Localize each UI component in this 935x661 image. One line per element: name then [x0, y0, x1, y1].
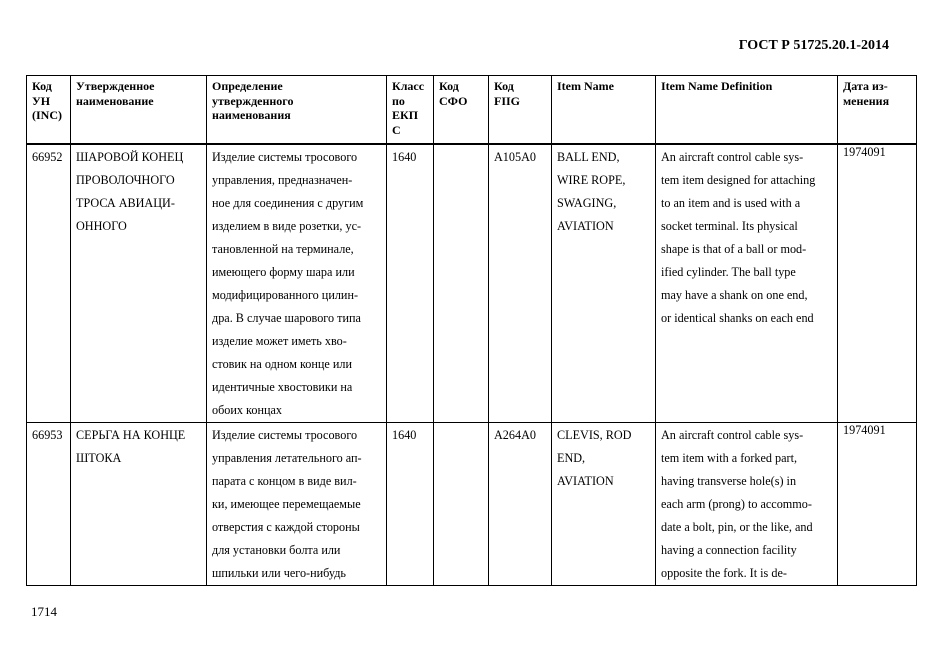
text-line: для установки болта или	[212, 543, 341, 557]
cell-item-name	[552, 423, 656, 586]
text-line: having a connection facility	[661, 543, 797, 557]
text-line: AVIATION	[557, 474, 614, 488]
text-line: FIIG	[494, 93, 521, 108]
text-line: СФО	[439, 93, 468, 108]
text-line: утвержденного	[212, 93, 294, 108]
text-line: парата с концом в виде вил-	[212, 474, 357, 488]
text-line: having transverse hole(s) in	[661, 474, 797, 488]
text-line: Изделие системы тросового	[212, 150, 358, 164]
col-header-name-ru	[71, 76, 207, 145]
text-line: по	[392, 93, 405, 108]
text-line: Определение	[212, 79, 283, 93]
text-line: may have a shank on one end,	[661, 288, 808, 302]
text-line: ки, имеющее перемещаемые	[212, 497, 361, 511]
col-header-item-definition	[656, 76, 838, 145]
text-line: date a bolt, pin, or the like, and	[661, 520, 813, 534]
text-line: модифицированного цилин-	[212, 288, 359, 302]
cell-item-name	[552, 144, 656, 423]
text-line: Item Name Definition	[661, 79, 773, 93]
text-line: Изделие системы тросового	[212, 428, 358, 442]
text-line: изделие может иметь хво-	[212, 334, 347, 348]
cell-sfo	[434, 423, 489, 586]
text-line: УН	[32, 93, 51, 108]
cell-definition-ru	[207, 144, 387, 423]
text-line: END,	[557, 451, 586, 465]
table-header-row	[27, 76, 917, 145]
text-line: тановленной на терминале,	[212, 242, 354, 256]
text-line: tem item with a forked part,	[661, 451, 798, 465]
text-line: shape is that of a ball or mod-	[661, 242, 807, 256]
text-line: Item Name	[557, 79, 614, 93]
text-line: наименования	[212, 108, 291, 122]
cell-name-ru	[71, 144, 207, 423]
catalog-table	[26, 75, 917, 586]
text-line: ШТОКА	[76, 451, 122, 465]
col-header-class	[387, 76, 434, 145]
col-header-fiig	[489, 76, 552, 145]
text-line: AVIATION	[557, 219, 614, 233]
cell-class: 1640	[387, 423, 434, 586]
text-line: An aircraft control cable sys-	[661, 428, 804, 442]
text-line: ТРОСА АВИАЦИ-	[76, 196, 175, 210]
cell-item-definition	[656, 423, 838, 586]
cell-class: 1640	[387, 144, 434, 423]
text-line: WIRE ROPE,	[557, 173, 626, 187]
text-line: ШАРОВОЙ КОНЕЦ	[76, 150, 184, 164]
cell-fiig: A105A0	[489, 144, 552, 423]
col-header-item-name	[552, 76, 656, 145]
text-line: СЕРЬГА НА КОНЦЕ	[76, 428, 186, 442]
text-line: изделием в виде розетки, ус-	[212, 219, 362, 233]
text-line: Дата из-	[843, 79, 888, 93]
cell-code: 66953	[27, 423, 71, 586]
text-line: Код	[494, 79, 514, 93]
text-line: отверстия с каждой стороны	[212, 520, 360, 534]
cell-date: 1974091	[838, 423, 917, 586]
text-line: ified cylinder. The ball type	[661, 265, 796, 279]
text-line: Код	[439, 79, 459, 93]
text-line: шпильки или чего-нибудь	[212, 566, 346, 580]
text-line: CLEVIS, ROD	[557, 428, 632, 442]
text-line: tem item designed for attaching	[661, 173, 816, 187]
text-line: (INC)	[32, 108, 62, 122]
text-line: стовик на одном конце или	[212, 357, 353, 371]
text-line: С	[392, 122, 401, 137]
text-line: обоих концах	[212, 403, 282, 417]
col-header-definition-ru	[207, 76, 387, 145]
col-header-date	[838, 76, 917, 145]
text-line: each arm (prong) to accommo-	[661, 497, 812, 511]
text-line: идентичные хвостовики на	[212, 380, 353, 394]
text-line: opposite the fork. It is de-	[661, 566, 787, 580]
table-row	[27, 144, 917, 423]
text-line: ЕКП	[392, 108, 419, 122]
text-line: наименование	[76, 93, 154, 108]
document-header: ГОСТ Р 51725.20.1-2014	[738, 38, 889, 53]
text-line: Утвержденное	[76, 79, 155, 93]
cell-date: 1974091	[838, 144, 917, 423]
text-line: ОННОГО	[76, 219, 127, 233]
cell-fiig: A264A0	[489, 423, 552, 586]
text-line: BALL END,	[557, 150, 620, 164]
page-number: 1714	[31, 604, 57, 619]
text-line: управления летательного ап-	[212, 451, 362, 465]
text-line: имеющего форму шара или	[212, 265, 355, 279]
text-line: ное для соединения с другим	[212, 196, 364, 210]
text-line: socket terminal. Its physical	[661, 219, 798, 233]
text-line: or identical shanks on each end	[661, 311, 814, 325]
col-header-sfo	[434, 76, 489, 145]
text-line: SWAGING,	[557, 196, 617, 210]
text-line: to an item and is used with a	[661, 196, 801, 210]
col-header-code	[27, 76, 71, 145]
text-line: менения	[843, 93, 890, 108]
cell-definition-ru	[207, 423, 387, 586]
cell-sfo	[434, 144, 489, 423]
text-line: An aircraft control cable sys-	[661, 150, 804, 164]
text-line: управления, предназначен-	[212, 173, 353, 187]
text-line: Код	[32, 79, 52, 93]
cell-item-definition	[656, 144, 838, 423]
cell-name-ru	[71, 423, 207, 586]
cell-code: 66952	[27, 144, 71, 423]
text-line: ПРОВОЛОЧНОГО	[76, 173, 175, 187]
text-line: Класс	[392, 79, 425, 93]
text-line: дра. В случае шарового типа	[212, 311, 361, 325]
table-row	[27, 423, 917, 586]
